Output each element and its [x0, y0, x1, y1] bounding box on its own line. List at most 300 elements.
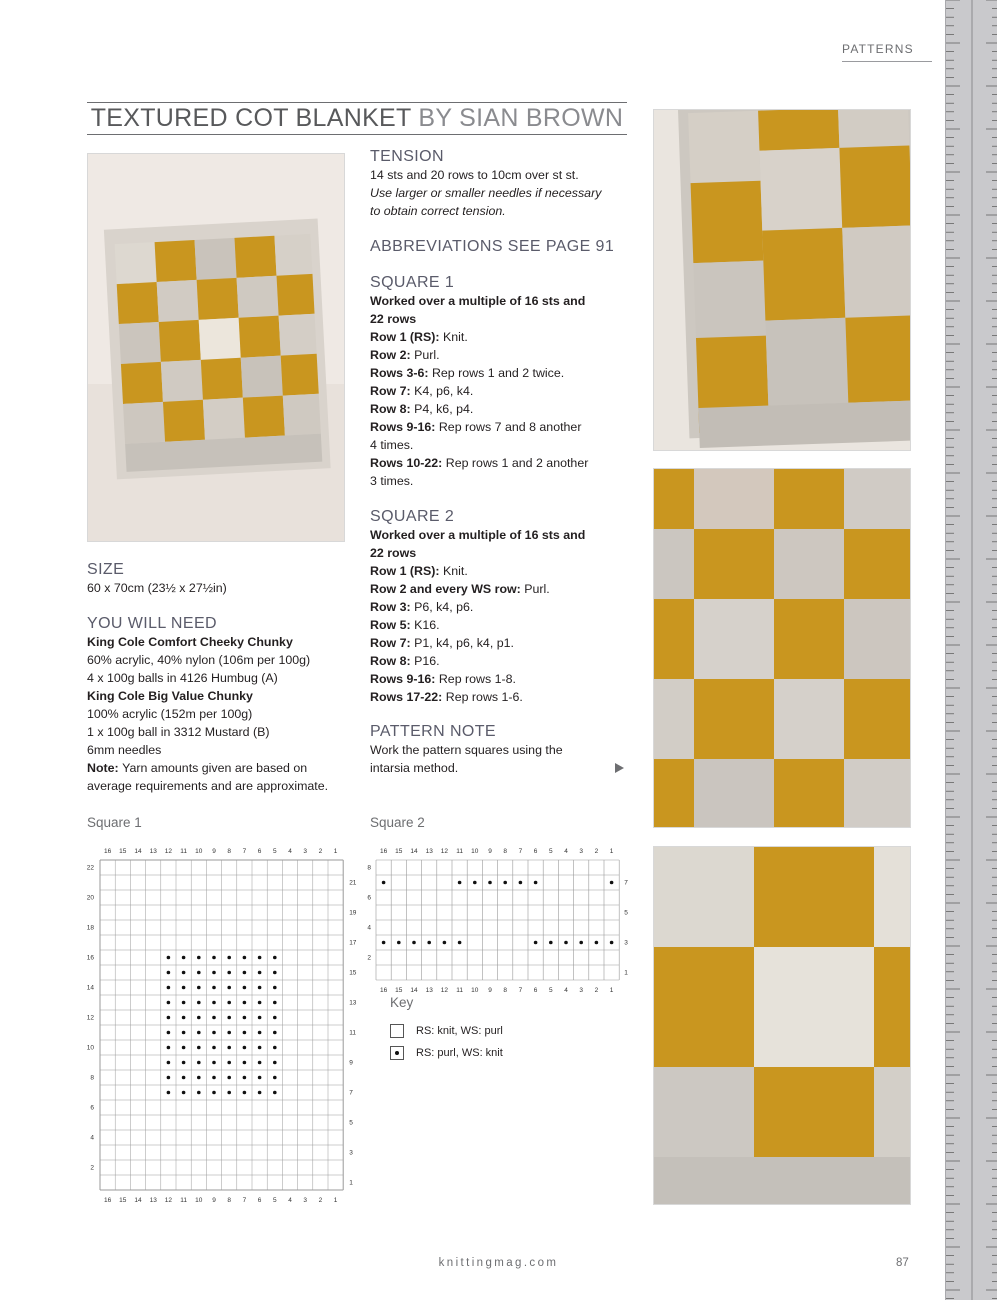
- square1-col-label: 5: [272, 848, 277, 855]
- square1-row-label: 9: [349, 1059, 353, 1067]
- square1-row-label: 13: [349, 999, 357, 1007]
- purl-stitch: [212, 1031, 216, 1035]
- square1-col-label: 7: [242, 848, 247, 855]
- square1-col-label: 8: [227, 848, 232, 855]
- purl-stitch: [258, 1001, 262, 1005]
- square1-col-label: 11: [180, 848, 187, 855]
- square2-col-label: 12: [440, 987, 449, 994]
- square1-col-label: 14: [134, 1197, 142, 1204]
- square2-col-label: 10: [471, 987, 479, 994]
- purl-stitch: [243, 986, 247, 990]
- square2-row-label: 8: [367, 864, 371, 872]
- detail-photo-middle: [653, 468, 911, 828]
- purl-stitch: [197, 1076, 201, 1080]
- square1-step-text: 4 times.: [370, 438, 414, 452]
- square1-row-label: 16: [86, 954, 94, 962]
- purl-stitch: [610, 941, 614, 945]
- square2-col-label: 2: [594, 987, 599, 994]
- title-rule-bottom: [87, 134, 627, 135]
- square1-step-text: Rep rows 7 and 8 another: [438, 420, 582, 434]
- square1-row-label: 3: [349, 1149, 353, 1157]
- key-title: Key: [390, 995, 414, 1010]
- purl-stitch: [212, 1076, 216, 1080]
- square2-col-label: 15: [395, 848, 403, 855]
- square1-row-label: 15: [349, 969, 357, 977]
- square1-instructions: [370, 292, 635, 490]
- purl-stitch: [197, 956, 201, 960]
- square2-col-label: 6: [533, 848, 538, 855]
- need-item-line: [87, 651, 357, 669]
- square1-step-bold-text: Rows 3-6:: [370, 366, 432, 380]
- detail-photo-top: [653, 109, 911, 451]
- square1-col-label: 12: [164, 848, 173, 855]
- square2-step-line: [370, 616, 635, 634]
- purl-stitch: [212, 1016, 216, 1020]
- title-main: TEXTURED COT BLANKET: [90, 104, 419, 132]
- square2-step-text: Purl.: [524, 582, 550, 596]
- purl-stitch: [595, 941, 599, 945]
- square1-step-line: [370, 454, 635, 472]
- purl-stitch: [258, 956, 262, 960]
- need-item-text: 100% acrylic (152m per 100g): [87, 707, 253, 721]
- purl-stitch: [243, 956, 247, 960]
- square2-step-line: [370, 526, 635, 544]
- square1-col-label: 7: [242, 1197, 247, 1204]
- square1-step-bold-text: Row 2:: [370, 348, 415, 362]
- purl-stitch: [258, 1016, 262, 1020]
- square2-col-label: 13: [425, 848, 433, 855]
- purl-stitch: [273, 1001, 277, 1005]
- square2-col-label: 9: [488, 848, 492, 855]
- square1-step-line: [370, 436, 635, 454]
- square2-col-label: 4: [564, 987, 568, 994]
- purl-stitch: [227, 971, 231, 975]
- need-item-line: [87, 759, 357, 777]
- knit-symbol-icon: [390, 1024, 404, 1038]
- square1-col-label: 4: [288, 1197, 292, 1204]
- tension-line: 14 sts and 20 rows to 10cm over st st.: [370, 168, 579, 182]
- square1-row-label: 12: [86, 1014, 94, 1022]
- square2-step-text: P1, k4, p6, k4, p1.: [414, 636, 514, 650]
- purl-stitch: [534, 881, 538, 885]
- purl-stitch: [167, 1091, 171, 1095]
- square1-col-label: 16: [103, 848, 112, 855]
- need-item-bold-text: King Cole Comfort Cheeky Chunky: [87, 635, 293, 649]
- purl-stitch: [182, 1076, 186, 1080]
- tension-section: [370, 148, 635, 220]
- square1-row-label: 4: [90, 1134, 94, 1142]
- square2-col-label: 1: [609, 848, 614, 855]
- square1-col-label: 2: [318, 1197, 323, 1204]
- square1-step-bold-text: Rows 10-22:: [370, 456, 446, 470]
- square2-row-label: 3: [624, 939, 628, 947]
- purl-stitch: [182, 956, 186, 960]
- purl-symbol-icon: [390, 1046, 404, 1060]
- purl-stitch: [227, 1001, 231, 1005]
- blanket-photo: [87, 153, 345, 542]
- square2-col-label: 8: [503, 848, 508, 855]
- page-number: 87: [896, 1257, 909, 1269]
- purl-stitch: [167, 1061, 171, 1065]
- square1-col-label: 15: [119, 848, 127, 855]
- purl-stitch: [273, 1061, 277, 1065]
- square1-col-label: 13: [149, 848, 157, 855]
- square1-row-label: 8: [90, 1074, 94, 1082]
- purl-stitch: [243, 971, 247, 975]
- square1-step-bold-text: Row 1 (RS):: [370, 330, 443, 344]
- square2-col-label: 6: [533, 987, 538, 994]
- square1-section: [370, 274, 635, 490]
- purl-stitch: [197, 971, 201, 975]
- purl-stitch: [227, 1046, 231, 1050]
- purl-stitch: [243, 1001, 247, 1005]
- square1-row-label: 20: [86, 894, 94, 902]
- purl-stitch: [182, 1091, 186, 1095]
- need-item-line: [87, 633, 357, 651]
- need-item-line: [87, 777, 357, 795]
- square1-row-label: 1: [349, 1179, 353, 1187]
- you-will-need-section: [87, 615, 357, 795]
- square2-step-text: Knit.: [442, 564, 468, 578]
- key-knit-row: [390, 1020, 590, 1042]
- purl-stitch: [212, 1091, 216, 1095]
- need-item-text: 1 x 100g ball in 3312 Mustard (B): [87, 725, 270, 739]
- square1-col-label: 5: [272, 1197, 277, 1204]
- square1-step-line: [370, 292, 635, 310]
- purl-stitch: [258, 986, 262, 990]
- purl-stitch: [258, 1046, 262, 1050]
- square2-step-line: [370, 688, 635, 706]
- size-heading: SIZE: [87, 561, 125, 578]
- square1-col-label: 8: [227, 1197, 232, 1204]
- purl-stitch: [182, 1046, 186, 1050]
- square1-col-label: 15: [119, 1197, 127, 1204]
- purl-stitch: [182, 1001, 186, 1005]
- square1-step-bold-text: Row 8:: [370, 402, 415, 416]
- purl-stitch: [382, 941, 386, 945]
- square2-col-label: 11: [456, 987, 463, 994]
- purl-stitch: [167, 986, 171, 990]
- purl-stitch: [182, 1031, 186, 1035]
- purl-stitch: [243, 1076, 247, 1080]
- square2-col-label: 5: [548, 987, 553, 994]
- purl-stitch: [258, 1061, 262, 1065]
- square2-heading: SQUARE 2: [370, 508, 455, 525]
- square1-col-label: 6: [257, 1197, 262, 1204]
- purl-stitch: [182, 971, 186, 975]
- square2-col-label: 8: [503, 987, 508, 994]
- purl-stitch: [212, 971, 216, 975]
- pattern-note-section: [370, 723, 635, 777]
- purl-stitch: [258, 1091, 262, 1095]
- key-purl-label: RS: purl, WS: knit: [416, 1047, 503, 1059]
- square1-row-label: 22: [86, 864, 94, 872]
- purl-stitch: [412, 941, 416, 945]
- square2-step-text: P6, k4, p6.: [414, 600, 474, 614]
- square2-col-label: 5: [548, 848, 553, 855]
- square2-col-label: 7: [518, 848, 523, 855]
- title-byline: BY SIAN BROWN: [418, 104, 624, 132]
- square1-step-line: [370, 328, 635, 346]
- square1-step-line: [370, 364, 635, 382]
- square2-col-label: 14: [410, 987, 418, 994]
- square2-col-label: 2: [594, 848, 599, 855]
- purl-stitch: [273, 971, 277, 975]
- square2-row-label: 5: [624, 909, 628, 917]
- square1-row-label: 14: [86, 984, 94, 992]
- square1-col-label: 10: [195, 1197, 203, 1204]
- square1-col-label: 10: [195, 848, 203, 855]
- square2-step-line: [370, 562, 635, 580]
- square1-col-label: 11: [180, 1197, 187, 1204]
- purl-stitch: [382, 881, 386, 885]
- purl-stitch: [258, 1076, 262, 1080]
- purl-stitch: [473, 881, 477, 885]
- square2-row-label: 1: [624, 969, 628, 977]
- need-item-line: [87, 741, 357, 759]
- square1-step-text: Knit.: [442, 330, 468, 344]
- pattern-note-heading: PATTERN NOTE: [370, 723, 496, 740]
- square2-row-label: 2: [367, 954, 371, 962]
- purl-stitch: [427, 941, 431, 945]
- purl-stitch: [182, 1061, 186, 1065]
- purl-stitch: [197, 1016, 201, 1020]
- square1-col-label: 9: [212, 848, 216, 855]
- purl-stitch: [197, 1001, 201, 1005]
- purl-stitch: [167, 1031, 171, 1035]
- square1-step-bold-text: Worked over a multiple of 16 sts and: [370, 294, 586, 308]
- square1-col-label: 3: [303, 848, 308, 855]
- purl-stitch: [227, 986, 231, 990]
- square1-step-line: [370, 418, 635, 436]
- square2-step-bold-text: Worked over a multiple of 16 sts and: [370, 528, 586, 542]
- purl-stitch: [197, 1031, 201, 1035]
- square2-col-label: 3: [579, 848, 584, 855]
- square1-col-label: 6: [257, 848, 262, 855]
- square2-col-label: 9: [488, 987, 492, 994]
- need-item-bold-text: Note:: [87, 761, 123, 775]
- square1-row-label: 2: [90, 1164, 94, 1172]
- purl-stitch: [458, 941, 462, 945]
- square2-step-text: Rep rows 1-6.: [445, 690, 523, 704]
- square1-step-line: [370, 400, 635, 418]
- purl-stitch: [167, 1016, 171, 1020]
- purl-stitch: [273, 1031, 277, 1035]
- need-item-line: [87, 723, 357, 741]
- need-item-line: [87, 705, 357, 723]
- purl-stitch: [564, 941, 568, 945]
- purl-stitch: [273, 1046, 277, 1050]
- square1-step-text: Rep rows 1 and 2 twice.: [431, 366, 565, 380]
- square2-step-text: Rep rows 1-8.: [438, 672, 516, 686]
- purl-stitch: [273, 986, 277, 990]
- abbreviations-section: [370, 238, 635, 256]
- purl-stitch: [610, 881, 614, 885]
- square2-step-line: [370, 652, 635, 670]
- size-text: 60 x 70cm (23½ x 27½in): [87, 581, 227, 595]
- need-item-bold-text: King Cole Big Value Chunky: [87, 689, 253, 703]
- square2-col-label: 16: [379, 848, 388, 855]
- purl-stitch: [227, 956, 231, 960]
- square1-col-label: 2: [318, 848, 323, 855]
- footer-site: knittingmag.com: [438, 1257, 559, 1269]
- square1-row-label: 10: [86, 1044, 94, 1052]
- purl-stitch: [212, 956, 216, 960]
- square1-step-line: [370, 382, 635, 400]
- detail-photo-bottom: [653, 846, 911, 1205]
- section-rule: [842, 61, 932, 62]
- purl-stitch: [197, 1061, 201, 1065]
- purl-stitch: [458, 881, 462, 885]
- square2-chart-title: Square 2: [370, 815, 425, 830]
- square1-row-label: 21: [349, 879, 357, 887]
- square2-col-label: 4: [564, 848, 568, 855]
- purl-stitch: [197, 986, 201, 990]
- square2-row-label: 6: [367, 894, 371, 902]
- purl-stitch: [167, 1076, 171, 1080]
- square1-step-text: Rep rows 1 and 2 another: [445, 456, 589, 470]
- square2-col-label: 3: [579, 987, 584, 994]
- square1-row-label: 11: [349, 1029, 356, 1037]
- square2-col-label: 11: [456, 848, 463, 855]
- section-tag: PATTERNS: [842, 42, 914, 56]
- square2-step-bold-text: Row 8:: [370, 654, 415, 668]
- need-item-text: 60% acrylic, 40% nylon (106m per 100g): [87, 653, 311, 667]
- square1-step-text: K4, p6, k4.: [414, 384, 474, 398]
- square2-col-label: 16: [379, 987, 388, 994]
- square2-row-label: 7: [624, 879, 628, 887]
- square1-row-label: 19: [349, 909, 357, 917]
- square2-step-bold-text: Row 7:: [370, 636, 415, 650]
- square1-col-label: 9: [212, 1197, 216, 1204]
- purl-stitch: [212, 1061, 216, 1065]
- square2-chart: [360, 840, 640, 1000]
- purl-stitch: [258, 1031, 262, 1035]
- square1-col-label: 14: [134, 848, 142, 855]
- purl-stitch: [534, 941, 538, 945]
- square1-row-label: 18: [86, 924, 94, 932]
- square2-col-label: 7: [518, 987, 523, 994]
- purl-stitch: [227, 1076, 231, 1080]
- square1-col-label: 13: [149, 1197, 157, 1204]
- square1-step-bold-text: Row 7:: [370, 384, 415, 398]
- purl-stitch: [243, 1091, 247, 1095]
- purl-stitch: [182, 986, 186, 990]
- square2-step-bold-text: Row 5:: [370, 618, 415, 632]
- square2-step-bold-text: Row 3:: [370, 600, 415, 614]
- tension-advice-line-2: to obtain correct tension.: [370, 204, 506, 218]
- page-title: [87, 104, 627, 133]
- continue-arrow-icon: [615, 763, 624, 773]
- square1-step-text: P4, k6, p4.: [414, 402, 474, 416]
- purl-stitch: [243, 1031, 247, 1035]
- purl-stitch: [579, 941, 583, 945]
- square2-col-label: 1: [609, 987, 614, 994]
- purl-stitch: [227, 1061, 231, 1065]
- purl-stitch: [197, 1091, 201, 1095]
- square2-step-line: [370, 670, 635, 688]
- square1-chart: [80, 840, 365, 1215]
- purl-stitch: [167, 971, 171, 975]
- square1-step-line: [370, 346, 635, 364]
- square1-step-text: Purl.: [414, 348, 440, 362]
- square2-step-line: [370, 598, 635, 616]
- scan-ruler: [945, 0, 997, 1300]
- square2-step-bold-text: 22 rows: [370, 546, 417, 560]
- square2-col-label: 10: [471, 848, 479, 855]
- square1-row-label: 6: [90, 1104, 94, 1112]
- square1-col-label: 4: [288, 848, 292, 855]
- purl-stitch: [397, 941, 401, 945]
- need-item-line: [87, 687, 357, 705]
- purl-stitch: [227, 1091, 231, 1095]
- purl-stitch: [212, 1001, 216, 1005]
- square2-col-label: 15: [395, 987, 403, 994]
- square1-chart-title: Square 1: [87, 815, 142, 830]
- square1-row-label: 7: [349, 1089, 353, 1097]
- pattern-note-line-2: intarsia method.: [370, 761, 459, 775]
- purl-stitch: [197, 1046, 201, 1050]
- square2-col-label: 14: [410, 848, 418, 855]
- purl-stitch: [182, 1016, 186, 1020]
- square2-step-text: P16.: [414, 654, 440, 668]
- need-item-text: 4 x 100g balls in 4126 Humbug (A): [87, 671, 278, 685]
- tension-heading: TENSION: [370, 148, 444, 165]
- square2-step-bold-text: Row 2 and every WS row:: [370, 582, 525, 596]
- square1-col-label: 3: [303, 1197, 308, 1204]
- square1-col-label: 16: [103, 1197, 112, 1204]
- square2-section: [370, 508, 635, 706]
- square1-row-label: 17: [349, 939, 357, 947]
- purl-stitch: [167, 1001, 171, 1005]
- need-list: [87, 633, 357, 795]
- square1-step-text: 3 times.: [370, 474, 414, 488]
- square2-step-line: [370, 580, 635, 598]
- square2-step-line: [370, 634, 635, 652]
- square1-heading: SQUARE 1: [370, 274, 455, 291]
- square2-step-bold-text: Row 1 (RS):: [370, 564, 443, 578]
- purl-stitch: [519, 881, 523, 885]
- square2-col-label: 13: [425, 987, 433, 994]
- purl-stitch: [273, 1091, 277, 1095]
- purl-stitch: [488, 881, 492, 885]
- square1-col-label: 1: [333, 848, 338, 855]
- square1-row-label: 5: [349, 1119, 353, 1127]
- purl-stitch: [167, 1046, 171, 1050]
- square1-step-line: [370, 310, 635, 328]
- purl-stitch: [227, 1016, 231, 1020]
- square1-col-label: 1: [333, 1197, 338, 1204]
- purl-stitch: [227, 1031, 231, 1035]
- title-rule-top: [87, 102, 627, 103]
- purl-stitch: [212, 1046, 216, 1050]
- key-knit-label: RS: knit, WS: purl: [416, 1025, 503, 1037]
- purl-stitch: [273, 1016, 277, 1020]
- square1-col-label: 12: [164, 1197, 173, 1204]
- pattern-note-line-1: Work the pattern squares using the: [370, 743, 563, 757]
- need-item-text: 6mm needles: [87, 743, 162, 757]
- abbreviations-heading: ABBREVIATIONS SEE PAGE 91: [370, 238, 615, 255]
- purl-stitch: [243, 1061, 247, 1065]
- purl-stitch: [503, 881, 507, 885]
- square2-row-label: 4: [367, 924, 371, 932]
- square1-step-bold-text: 22 rows: [370, 312, 417, 326]
- size-section: [87, 561, 347, 597]
- square2-step-line: [370, 544, 635, 562]
- purl-stitch: [243, 1046, 247, 1050]
- need-item-line: [87, 669, 357, 687]
- need-item-text: Yarn amounts given are based on: [122, 761, 308, 775]
